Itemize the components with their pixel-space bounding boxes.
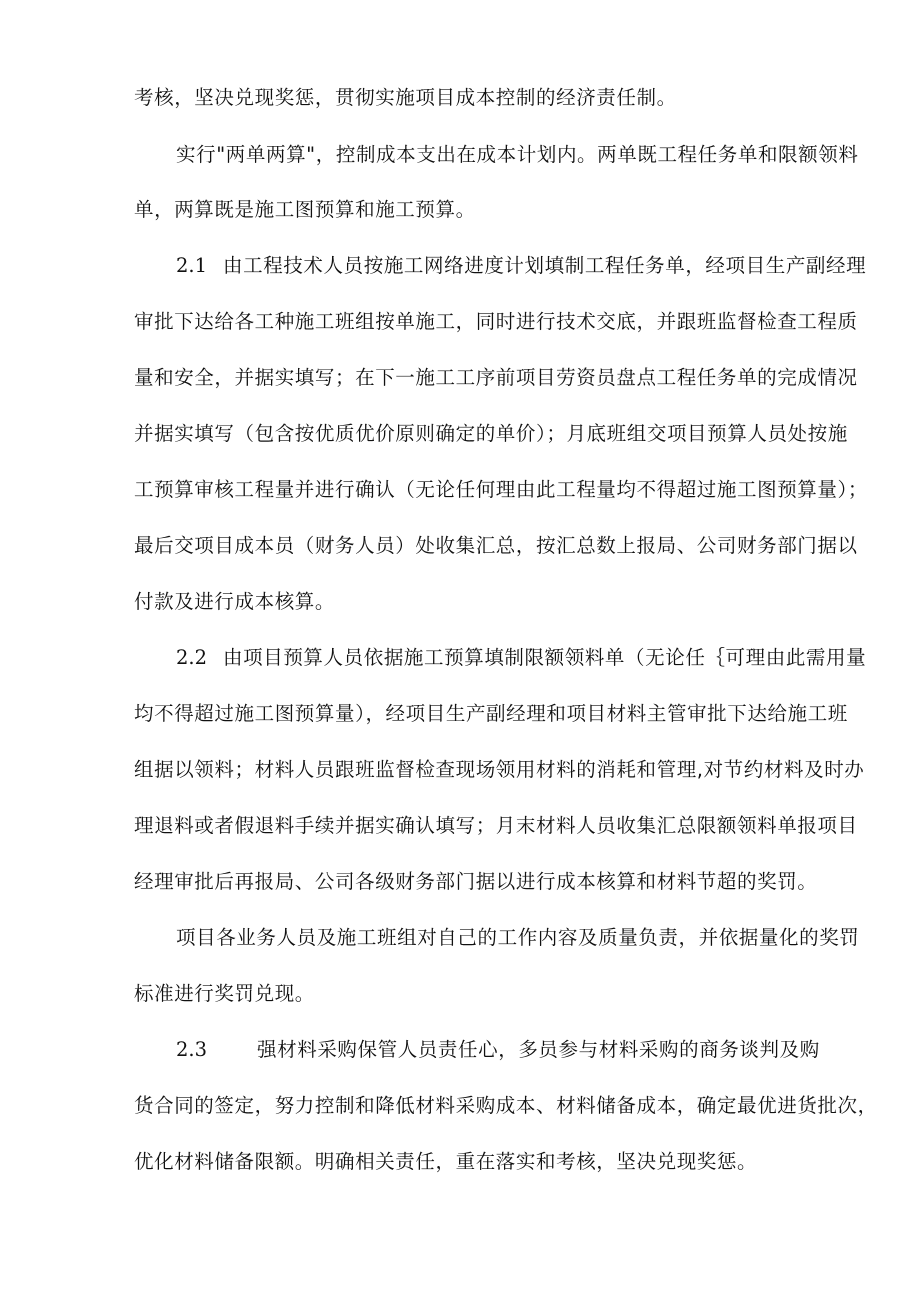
section-2-1-line — [176, 256, 866, 276]
text-line: 优化材料储备限额。明确相关责任，重在落实和考核，坚决兑现奖惩。 — [134, 1150, 758, 1173]
text-line: 经理审批后再报局、公司各级财务部门据以进行成本核算和材料节超的奖罚。 — [134, 870, 818, 893]
text-line: 单，两算既是施工图预算和施工预算。 — [134, 198, 476, 221]
text-line: 货合同的签定，努力控制和降低材料采购成本、材料储备成本，确定最优进货批次， — [134, 1094, 878, 1117]
text-line: 最后交项目成本员（财务人员）处收集汇总，按汇总数上报局、公司财务部门据以 — [134, 534, 858, 557]
text-line: 由工程技术人员按施工网络进度计划填制工程任务单，经项目生产副经理 — [223, 254, 867, 277]
text-line: 工预算审核工程量并进行确认（无论任何理由此工程量均不得超过施工图预算量）； — [134, 478, 868, 501]
text-line: 由项目预算人员依据施工预算填制限额领料单（无论任｛可理由此需用量 — [223, 646, 867, 669]
text-line: 付款及进行成本核算。 — [134, 590, 336, 613]
text-line: 项目各业务人员及施工班组对自己的工作内容及质量负责，并依据量化的奖罚 — [176, 926, 860, 949]
text-line: 审批下达给各工种施工班组按单施工，同时进行技术交底，并跟班监督检查工程质 — [134, 310, 858, 333]
section-2-3-line — [176, 1040, 820, 1060]
section-number: 2.2 — [176, 646, 208, 669]
section-number: 2.3 — [176, 1038, 208, 1061]
text-line: 量和安全，并据实填写；在下一施工工序前项目劳资员盘点工程任务单的完成情况 — [134, 366, 858, 389]
text-line: 考核，坚决兑现奖惩，贯彻实施项目成本控制的经济责任制。 — [134, 86, 677, 109]
section-number: 2.1 — [176, 254, 208, 277]
text-line: 并据实填写（包含按优质优价原则确定的单价）；月底班组交项目预算人员处按施 — [134, 422, 848, 445]
text-line: 强材料采购保管人员责任心，多员参与材料采购的商务谈判及购 — [257, 1038, 820, 1061]
text-line: 组据以领料；材料人员跟班监督检查现场领用材料的消耗和管理,对节约材料及时办 — [134, 758, 865, 781]
text-line: 理退料或者假退料手续并据实确认填写；月末材料人员收集汇总限额领料单报项目 — [134, 814, 858, 837]
text-line: 均不得超过施工图预算量），经项目生产副经理和项目材料主管审批下达给施工班 — [134, 702, 848, 725]
section-2-2-line — [176, 648, 866, 668]
text-line: 标准进行奖罚兑现。 — [134, 982, 315, 1005]
text-line: 实行"两单两算"，控制成本支出在成本计划内。两单既工程任务单和限额领料 — [176, 143, 859, 166]
